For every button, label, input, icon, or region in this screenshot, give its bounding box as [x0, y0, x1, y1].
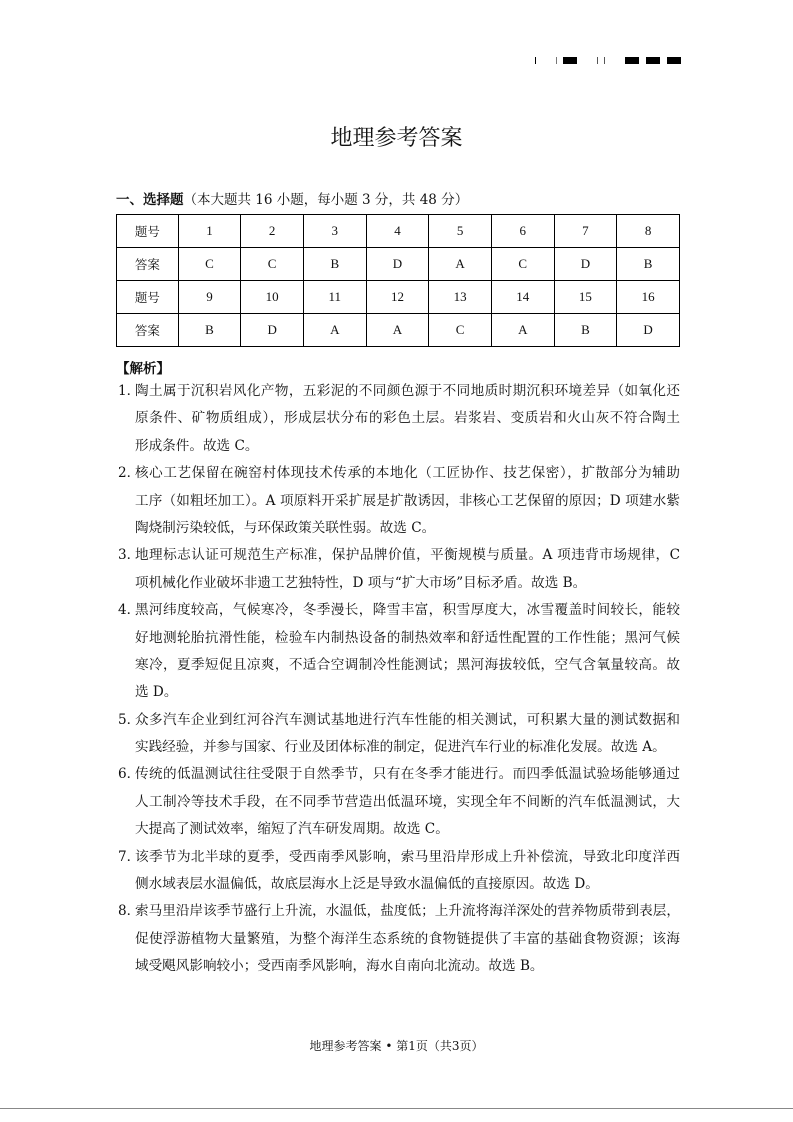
table-cell: 11 — [303, 281, 366, 314]
item-text-line: 工序（如粗坯加工）。A 项原料开采扩展是扩散诱因，非核心工艺保留的原因；D 项建水紫 — [135, 492, 680, 509]
table-cell: D — [366, 248, 429, 281]
item-text-line: 陶烧制污染较低，与环保政策关联性弱。故选 C。 — [135, 519, 436, 536]
section-note: （本大题共 16 小题，每小题 3 分，共 48 分） — [183, 192, 469, 208]
table-cell: 6 — [491, 215, 554, 248]
analysis-item — [116, 898, 680, 980]
table-cell: 8 — [617, 215, 680, 248]
item-number: 3． — [118, 547, 141, 564]
item-text-line: 项机械化作业破坏非遗工艺独特性，D 项与“扩大市场”目标矛盾。故选 B。 — [135, 574, 587, 591]
table-cell: C — [429, 314, 492, 347]
item-text-line: 好地测轮胎抗滑性能，检验车内制热设备的制热效率和舒适性配置的工作性能；黑河气候 — [135, 629, 680, 646]
analysis-heading: 【解析】 — [116, 361, 170, 377]
row-header: 答案 — [117, 314, 179, 347]
item-number: 4． — [118, 602, 141, 619]
analysis-item — [116, 378, 680, 460]
table-cell: A — [303, 314, 366, 347]
item-number: 7． — [118, 848, 141, 865]
item-text-line: 黑河纬度较高，气候寒冷，冬季漫长，降雪丰富，积雪厚度大，冰雪覆盖时间较长，能较 — [135, 602, 680, 619]
item-text-line: 地理标志认证可规范生产标准，保护品牌价值，平衡规模与质量。A 项违背市场规律，C — [135, 547, 680, 564]
page-title: 地理参考答案 — [330, 126, 463, 151]
table-cell: C — [241, 248, 304, 281]
table-cell: D — [617, 314, 680, 347]
item-text-line: 形成条件。故选 C。 — [135, 437, 259, 454]
table-cell: 14 — [491, 281, 554, 314]
item-text-line: 寒冷，夏季短促且凉爽，不适合空调制冷性能测试；黑河海拔较低，空气含氧量较高。故 — [135, 656, 680, 673]
table-cell: 16 — [617, 281, 680, 314]
analysis-item — [116, 761, 680, 843]
item-text-line: 侧水域表层水温偏低，故底层海水上泛是导致水温偏低的直接原因。故选 D。 — [135, 876, 599, 893]
item-text-line: 传统的低温测试往往受限于自然季节，只有在冬季才能进行。而四季低温试验场能够通过 — [135, 766, 680, 783]
table-cell: 13 — [429, 281, 492, 314]
table-cell: A — [366, 314, 429, 347]
item-text-line: 索马里沿岸该季节盛行上升流，水温低，盐度低；上升流将海洋深处的营养物质带到表层， — [135, 903, 680, 920]
table-row — [117, 314, 680, 347]
table-cell: A — [491, 314, 554, 347]
item-number: 2． — [118, 465, 141, 482]
table-cell: A — [429, 248, 492, 281]
table-cell: C — [491, 248, 554, 281]
item-text-line: 人工制冷等技术手段，在不同季节营造出低温环境，实现全年不间断的汽车低温测试，大 — [135, 793, 680, 810]
analysis-list — [116, 378, 680, 981]
table-cell: 7 — [554, 215, 617, 248]
analysis-item — [116, 844, 680, 899]
table-cell: 9 — [178, 281, 241, 314]
item-number: 6． — [118, 766, 141, 783]
page-footer: 地理参考答案 • 第1页（共3页） — [309, 1039, 484, 1053]
bottom-divider — [0, 1108, 793, 1109]
section-label: 一、选择题 — [116, 192, 184, 208]
table-cell: 5 — [429, 215, 492, 248]
table-cell: B — [617, 248, 680, 281]
table-cell: 15 — [554, 281, 617, 314]
table-cell: 1 — [178, 215, 241, 248]
item-text-line: 大提高了测试效率，缩短了汽车研发周期。故选 C。 — [135, 821, 449, 838]
item-text-line: 原条件、矿物质组成），形成层状分布的彩色土层。岩浆岩、变质岩和火山灰不符合陶土 — [135, 410, 680, 427]
item-text-line: 该季节为北半球的夏季，受西南季风影响，索马里沿岸形成上升补偿流，导致北印度洋西 — [135, 848, 680, 865]
table-cell: C — [178, 248, 241, 281]
analysis-item — [116, 460, 680, 542]
table-cell: B — [178, 314, 241, 347]
table-cell: 3 — [303, 215, 366, 248]
item-text-line: 陶土属于沉积岩风化产物，五彩泥的不同颜色源于不同地质时期沉积环境差异（如氧化还 — [135, 383, 680, 399]
row-header: 答案 — [117, 248, 179, 281]
row-header: 题号 — [117, 281, 179, 314]
table-cell: 10 — [241, 281, 304, 314]
item-text-line: 核心工艺保留在碗窑村体现技术传承的本地化（工匠协作、技艺保密），扩散部分为辅助 — [135, 465, 680, 482]
table-cell: 12 — [366, 281, 429, 314]
table-cell: B — [303, 248, 366, 281]
table-cell: D — [554, 248, 617, 281]
section-heading — [116, 188, 468, 208]
table-row — [117, 215, 680, 248]
analysis-item — [116, 597, 680, 707]
item-number: 8． — [118, 903, 141, 920]
analysis-item — [116, 542, 680, 597]
item-number: 1． — [118, 383, 141, 399]
item-number: 5． — [118, 711, 141, 728]
row-header: 题号 — [117, 215, 179, 248]
table-cell: 2 — [241, 215, 304, 248]
item-text-line: 选 D。 — [135, 684, 178, 701]
table-row — [117, 281, 680, 314]
answer-table — [116, 214, 680, 347]
table-cell: B — [554, 314, 617, 347]
table-cell: 4 — [366, 215, 429, 248]
item-text-line: 促使浮游植物大量繁殖，为整个海洋生态系统的食物链提供了丰富的基础食物资源；该海 — [135, 930, 680, 947]
item-text-line: 域受飓风影响较小；受西南季风影响，海水自南向北流动。故选 B。 — [135, 958, 544, 975]
table-row — [117, 248, 680, 281]
table-cell: D — [241, 314, 304, 347]
item-text-line: 实践经验，并参与国家、行业及团体标准的制定，促进汽车行业的标准化发展。故选 A。 — [135, 739, 666, 756]
item-text-line: 众多汽车企业到红河谷汽车测试基地进行汽车性能的相关测试，可积累大量的测试数据和 — [135, 711, 680, 728]
analysis-item — [116, 707, 680, 762]
